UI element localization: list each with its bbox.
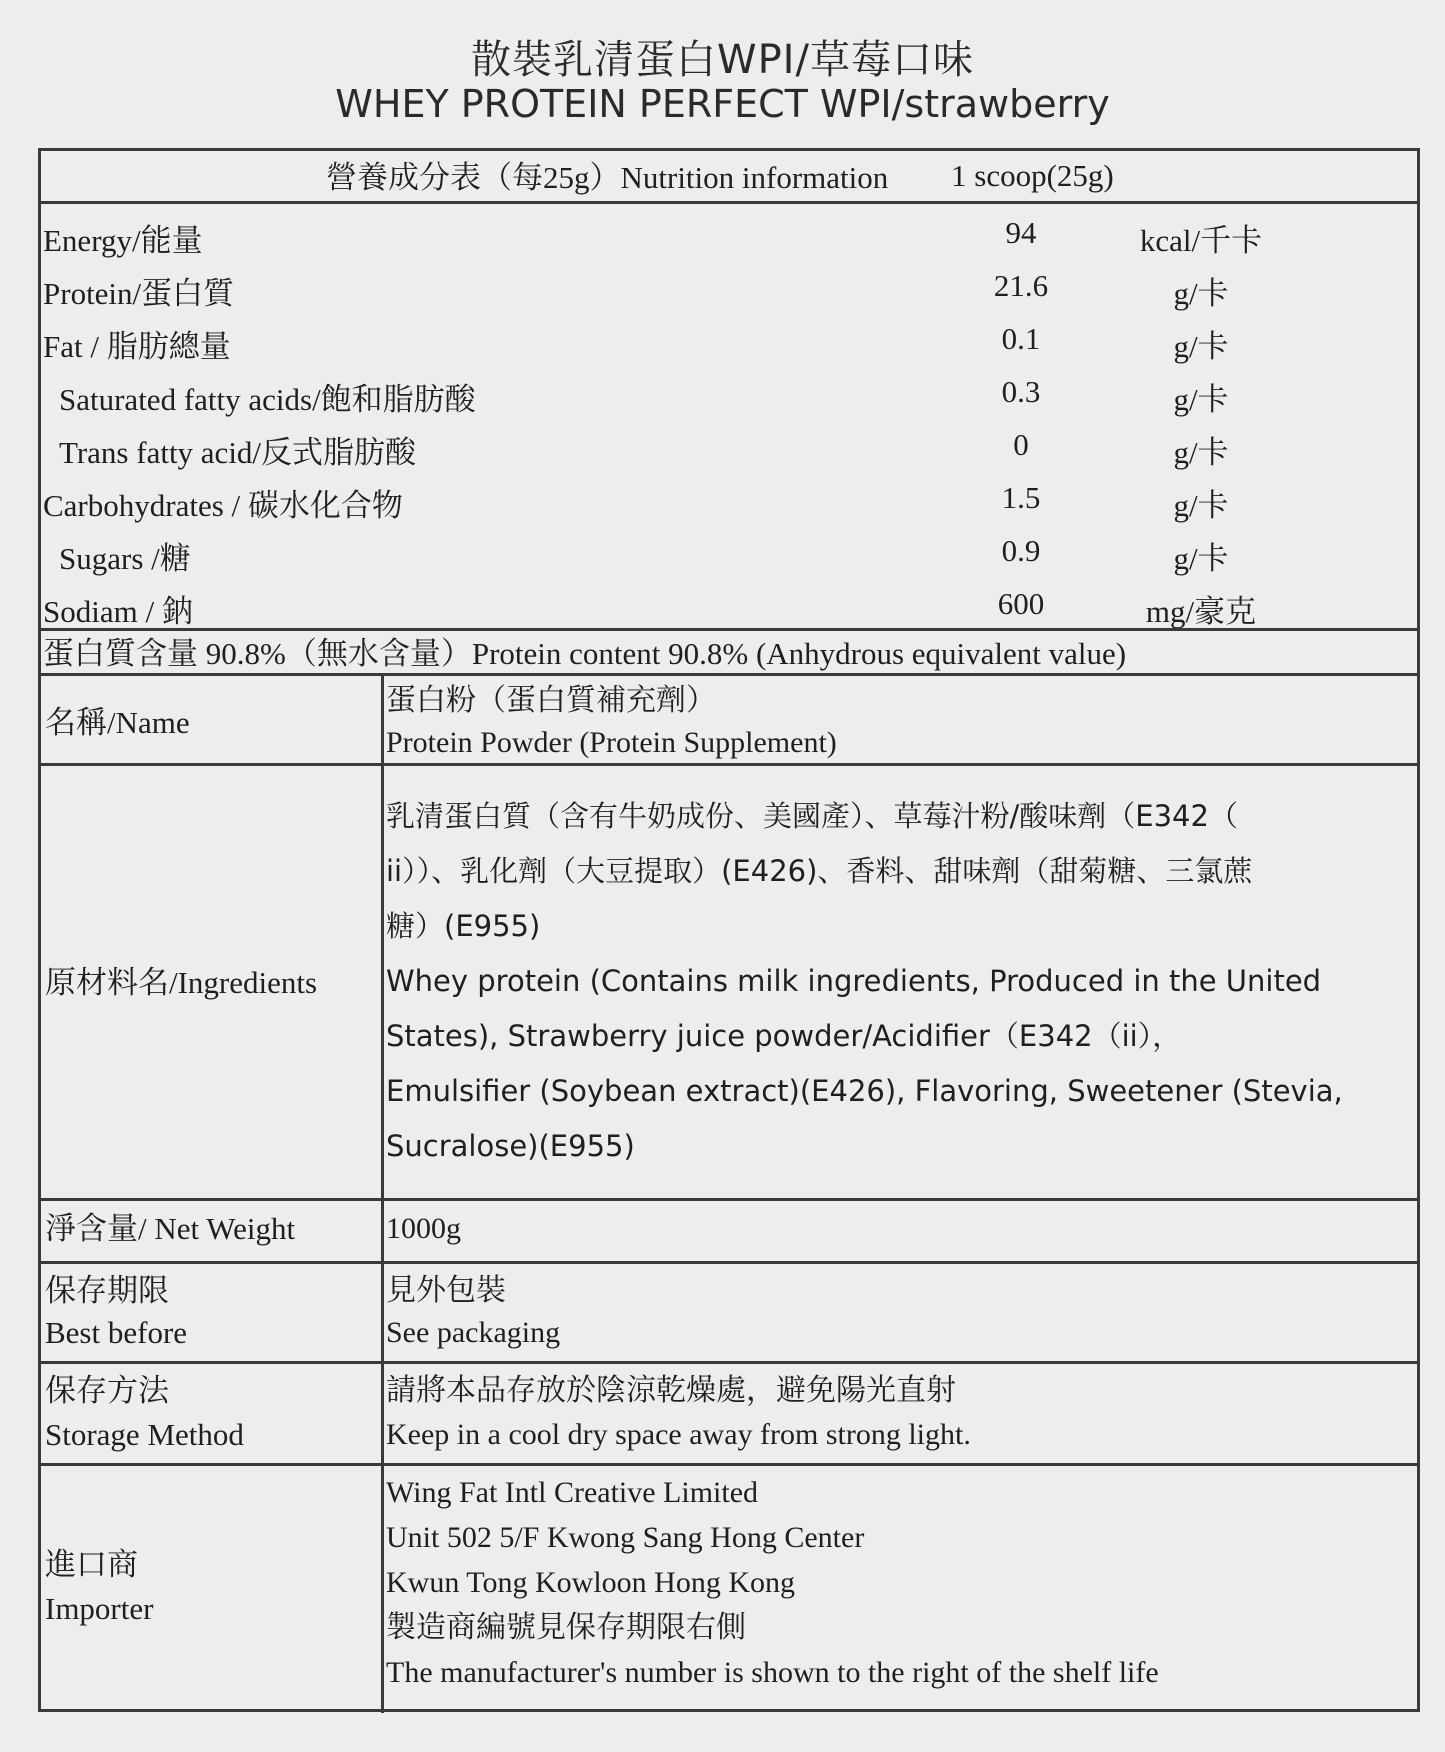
name-value-english: Protein Powder (Protein Supplement) bbox=[386, 726, 837, 759]
nutrient-value: 1.5 bbox=[1001, 480, 1041, 515]
divider bbox=[41, 1463, 1417, 1466]
nutrient-unit: g/卡 bbox=[1173, 488, 1229, 523]
ingredients-line: ii））、乳化劑（大豆提取）(E426)、香料、甜味劑（甜菊糖、三氯蔗 bbox=[386, 854, 1253, 888]
divider bbox=[41, 1361, 1417, 1364]
name-value-chinese: 蛋白粉（蛋白質補充劑） bbox=[386, 684, 716, 717]
divider bbox=[41, 628, 1417, 631]
importer-line: Unit 502 5/F Kwong Sang Hong Center bbox=[386, 1521, 865, 1554]
storage-label-english: Storage Method bbox=[45, 1417, 244, 1452]
divider bbox=[41, 673, 1417, 676]
nutrient-unit: mg/豪克 bbox=[1145, 594, 1257, 629]
nutrient-value: 21.6 bbox=[993, 268, 1049, 303]
nutrient-value: 0 bbox=[1013, 427, 1029, 462]
nutrition-row-protein bbox=[41, 262, 1417, 312]
divider bbox=[41, 763, 1417, 766]
storage-value-english: Keep in a cool dry space away from strong light. bbox=[386, 1418, 971, 1451]
nutrient-value: 0.1 bbox=[1001, 321, 1041, 356]
nutrient-name: Carbohydrates / 碳水化合物 bbox=[43, 488, 403, 523]
nutrient-value: 600 bbox=[997, 586, 1045, 621]
divider bbox=[41, 1198, 1417, 1201]
column-divider bbox=[381, 673, 384, 1713]
nutrient-unit: g/卡 bbox=[1173, 276, 1229, 311]
nutrition-row-fat bbox=[41, 315, 1417, 365]
nutrition-row-carbohydrates bbox=[41, 474, 1417, 524]
storage-label-chinese: 保存方法 bbox=[45, 1373, 169, 1408]
nutrition-label-table bbox=[38, 148, 1420, 1712]
protein-content: 蛋白質含量 90.8%（無水含量）Protein content 90.8% (Anhydrous equivalent value) bbox=[43, 636, 1127, 671]
best-before-value-english: See packaging bbox=[386, 1316, 561, 1349]
net-weight-label: 淨含量/ Net Weight bbox=[45, 1211, 296, 1246]
nutrition-row-energy bbox=[41, 209, 1417, 259]
nutrition-row-trans-fat bbox=[41, 421, 1417, 471]
importer-line: 製造商編號見保存期限右側 bbox=[386, 1611, 746, 1644]
storage-value-chinese: 請將本品存放於陰涼乾燥處，避免陽光直射 bbox=[386, 1374, 956, 1407]
nutrient-value: 0.9 bbox=[1001, 533, 1041, 568]
nutrition-row-sodium bbox=[41, 580, 1417, 630]
nutrition-row-saturated-fat bbox=[41, 368, 1417, 418]
importer-line: Kwun Tong Kowloon Hong Kong bbox=[386, 1566, 796, 1599]
ingredients-line: 糖）(E955) bbox=[386, 909, 541, 943]
best-before-label-chinese: 保存期限 bbox=[45, 1273, 169, 1308]
best-before-value-chinese: 見外包裝 bbox=[386, 1274, 506, 1307]
serving-size: 1 scoop(25g) bbox=[951, 158, 1114, 193]
ingredients-line: 乳清蛋白質（含有牛奶成份、美國產）、草莓汁粉/酸味劑（E342（ bbox=[386, 799, 1238, 833]
name-label: 名稱/Name bbox=[45, 705, 190, 740]
ingredients-line: States), Strawberry juice powder/Acidifier（E342（ii）， bbox=[386, 1019, 1182, 1053]
nutrition-header-title: 營養成分表（每25g）Nutrition information bbox=[326, 160, 889, 195]
nutrient-unit: g/卡 bbox=[1173, 541, 1229, 576]
nutrient-name: Energy/能量 bbox=[43, 223, 203, 258]
nutrient-name: Sodiam / 鈉 bbox=[43, 594, 193, 629]
importer-label-chinese: 進口商 bbox=[45, 1547, 138, 1582]
ingredients-line: Sucralose)(E955) bbox=[386, 1129, 635, 1163]
ingredients-line: Whey protein (Contains milk ingredients, Produced in the United bbox=[386, 964, 1322, 998]
nutrient-name: Saturated fatty acids/飽和脂肪酸 bbox=[59, 382, 476, 417]
divider bbox=[41, 1261, 1417, 1264]
nutrient-unit: kcal/千卡 bbox=[1139, 223, 1263, 258]
product-title-english: WHEY PROTEIN PERFECT WPI/strawberry bbox=[335, 82, 1110, 126]
nutrition-row-sugars bbox=[41, 527, 1417, 577]
nutrient-name: Fat / 脂肪總量 bbox=[43, 329, 231, 364]
nutrient-name: Sugars /糖 bbox=[59, 541, 191, 576]
nutrient-unit: g/卡 bbox=[1173, 329, 1229, 364]
nutrient-unit: g/卡 bbox=[1173, 382, 1229, 417]
importer-line: Wing Fat Intl Creative Limited bbox=[386, 1476, 759, 1509]
nutrition-header bbox=[41, 159, 1417, 199]
nutrient-value: 94 bbox=[1005, 215, 1037, 250]
best-before-label-english: Best before bbox=[45, 1315, 188, 1350]
product-title-chinese: 散裝乳清蛋白WPI/草莓口味 bbox=[471, 37, 974, 83]
importer-label-english: Importer bbox=[45, 1591, 154, 1626]
net-weight-value: 1000g bbox=[386, 1212, 461, 1245]
nutrient-value: 0.3 bbox=[1001, 374, 1041, 409]
nutrient-unit: g/卡 bbox=[1173, 435, 1229, 470]
ingredients-line: Emulsifier (Soybean extract)(E426), Flavoring, Sweetener (Stevia, bbox=[386, 1074, 1343, 1108]
nutrient-name: Trans fatty acid/反式脂肪酸 bbox=[59, 435, 417, 470]
importer-line: The manufacturer's number is shown to the right of the shelf life bbox=[386, 1656, 1159, 1689]
ingredients-text bbox=[386, 789, 1343, 1174]
ingredients-label: 原材料名/Ingredients bbox=[45, 965, 318, 1000]
divider bbox=[41, 201, 1417, 204]
nutrient-name: Protein/蛋白質 bbox=[43, 276, 235, 311]
